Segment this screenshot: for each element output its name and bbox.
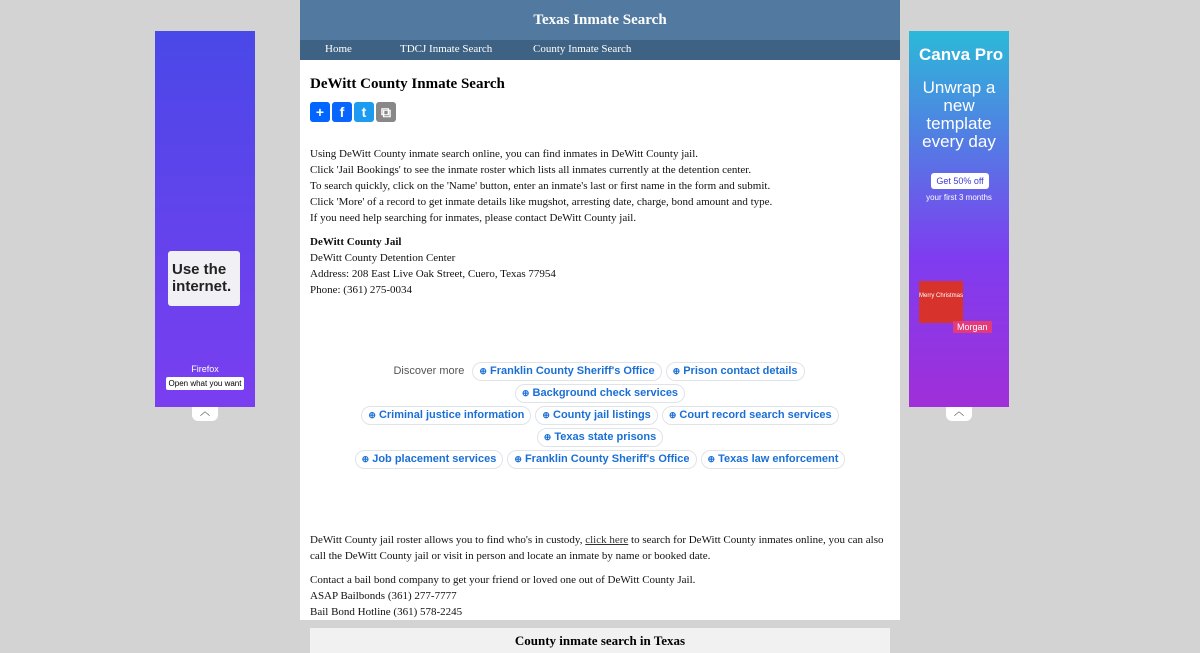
intro-line: Click 'More' of a record to get inmate details like mugshot, arresting date, charge, bond amount and type. [310,196,773,208]
discover-chip[interactable]: ⊕ Job placement services [355,450,504,469]
nav-county[interactable]: County Inmate Search [533,43,632,55]
intro-line: Using DeWitt County inmate search online, you can find inmates in DeWitt County jail. [310,148,699,160]
bail-info [310,572,890,620]
roster-text: DeWitt County jail roster allows you to find who's in custody, click here to search for DeWitt County inmates online, you can also call the DeWitt County jail or visit in person and locate an inmate by name or booked date. [310,534,884,562]
main-content [300,0,900,648]
discover-chip[interactable]: ⊕ Franklin County Sheriff's Office [472,362,661,381]
bail-line: Contact a bail bond company to get your friend or loved one out of DeWitt County Jail. [310,574,696,586]
ad-card: Merry Christmas [919,281,963,323]
nav-bar [300,40,900,60]
facebook-icon[interactable]: f [332,102,352,122]
discover-chip[interactable]: ⊕ County jail listings [535,406,657,425]
section-banner: County inmate search in Texas [310,628,890,653]
discover-chip[interactable]: ⊕ Prison contact details [666,362,805,381]
copy-link-icon[interactable]: ⧉ [376,102,396,122]
jail-facility: DeWitt County Detention Center [310,252,456,264]
jail-address: Address: 208 East Live Oak Street, Cuero, Texas 77954 [310,268,556,280]
ad-headline: Unwrap a new template every day [922,78,996,151]
site-title: Texas Inmate Search [300,0,900,40]
intro-line: Click 'Jail Bookings' to see the inmate roster which lists all inmates currently at the detention center. [310,164,752,176]
ad-brand: Firefox [191,364,219,374]
ad-brand: Canva Pro [919,45,1004,64]
jail-phone: Phone: (361) 275-0034 [310,284,413,296]
bail-line: ASAP Bailbonds (361) 277-7777 [310,590,457,602]
ad-cta[interactable]: Get 50% off [931,173,989,189]
jail-info [310,234,890,298]
twitter-icon[interactable]: t [354,102,374,122]
intro-line: If you need help searching for inmates, please contact DeWitt County jail. [310,212,637,224]
click-here-link[interactable]: click here [585,534,629,546]
nav-home[interactable]: Home [325,43,352,55]
firefox-ad[interactable] [155,31,255,407]
intro-line: To search quickly, click on the 'Name' button, enter an inmate's last or first name in the form and submit. [310,180,771,192]
page-title: DeWitt County Inmate Search [310,76,505,92]
jail-name: DeWitt County Jail [310,236,402,248]
discover-label: Discover more [393,365,465,377]
intro-text [310,146,890,226]
discover-more [310,360,890,470]
canva-ad[interactable] [909,31,1009,407]
discover-chip[interactable]: ⊕ Court record search services [662,406,839,425]
discover-chip[interactable]: ⊕ Franklin County Sheriff's Office [507,450,696,469]
ad-sub: your first 3 months [926,193,992,202]
share-buttons [310,102,890,122]
ad-headline: Use the internet. [168,251,240,306]
bail-line: Bail Bond Hotline (361) 578-2245 [310,606,463,618]
nav-tdcj[interactable]: TDCJ Inmate Search [400,43,493,55]
discover-chip[interactable]: ⊕ Criminal justice information [361,406,531,425]
share-add-icon[interactable]: + [310,102,330,122]
discover-chip[interactable]: ⊕ Background check services [515,384,685,403]
ad-tag: Morgan [953,321,992,333]
discover-chip[interactable]: ⊕ Texas state prisons [537,428,664,447]
discover-chip[interactable]: ⊕ Texas law enforcement [701,450,846,469]
collapse-ad-left[interactable]: ︿ [192,407,218,421]
collapse-ad-right[interactable]: ︿ [946,407,972,421]
ad-cta[interactable]: Open what you want [166,377,244,390]
